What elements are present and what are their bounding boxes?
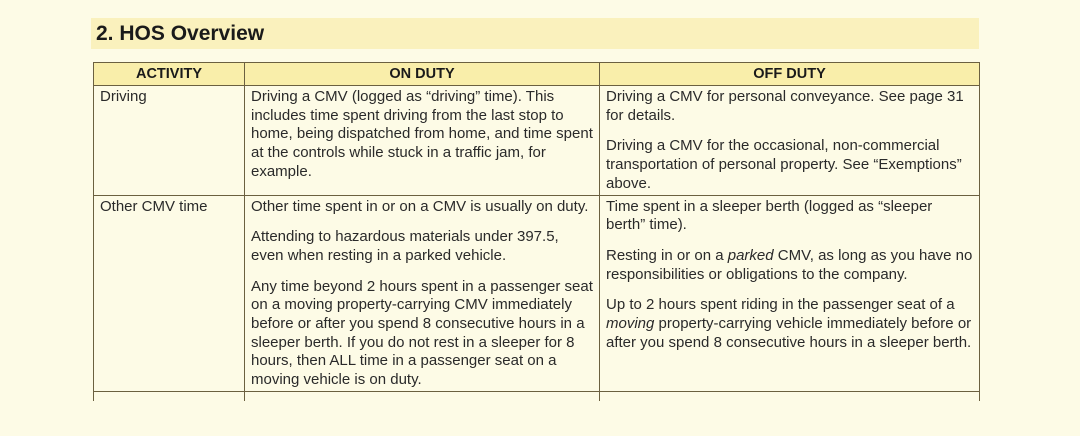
off-duty-text (606, 296, 973, 352)
off-duty-text: Time spent in a sleeper berth (logged as “sleeper berth” time). (606, 197, 933, 234)
activity-cell (94, 391, 245, 401)
text-run: Resting in or on a (606, 246, 728, 264)
off-duty-text (606, 247, 973, 284)
table-row-continued (94, 391, 980, 401)
off-duty-text: Driving a CMV for the occasional, non-commercial transportation of personal property. See “Exemptions” above. (606, 137, 962, 192)
header-off-duty: OFF DUTY (600, 63, 980, 86)
hos-overview-table (93, 62, 980, 401)
off-duty-cell (600, 195, 980, 391)
table-row-other-cmv-time (94, 195, 980, 391)
text-run: property-carrying vehicle immediately before or after you spend 8 consecutive hours in a sleeper berth. (606, 315, 972, 351)
off-duty-text: Driving a CMV for personal conveyance. See page 31 for details. (606, 88, 964, 124)
activity-label: Other CMV time (100, 197, 208, 215)
text-run: CMV, as long as you have no responsibilities or obligations to the company. (606, 246, 973, 283)
emphasis-text: moving (606, 315, 655, 333)
emphasis-text: parked (727, 246, 774, 264)
activity-label: Driving (100, 88, 147, 105)
on-duty-text: Attending to hazardous materials under 397.5, even when resting in a parked vehicle. (251, 228, 559, 264)
on-duty-text: Any time beyond 2 hours spent in a passenger seat on a moving property-carrying CMV immediately before or after you spend 8 consecutive hours in a sleeper berth. If you do not rest in a sleeper for 8 hours, then ALL time in a passenger seat on a moving vehicle is on duty. (251, 277, 593, 389)
header-activity: ACTIVITY (94, 63, 245, 86)
off-duty-cell (600, 391, 980, 401)
section-title: 2. HOS Overview (91, 18, 979, 49)
activity-cell (94, 86, 245, 196)
on-duty-text: Other time spent in or on a CMV is usually on duty. (251, 197, 589, 215)
table-header-row (94, 63, 980, 86)
off-duty-cell (600, 86, 980, 196)
header-on-duty: ON DUTY (245, 63, 600, 86)
on-duty-text: Driving a CMV (logged as “driving” time). This includes time spent driving from the last stop to home, being dispatched from home, and time spent at the controls while stuck in a traffic jam, for example. (251, 88, 593, 180)
table-row-driving (94, 86, 980, 196)
on-duty-cell (245, 391, 600, 401)
text-run: Up to 2 hours spent riding in the passenger seat of a (606, 296, 955, 314)
on-duty-cell (245, 195, 600, 391)
on-duty-cell (245, 86, 600, 196)
activity-cell (94, 195, 245, 391)
